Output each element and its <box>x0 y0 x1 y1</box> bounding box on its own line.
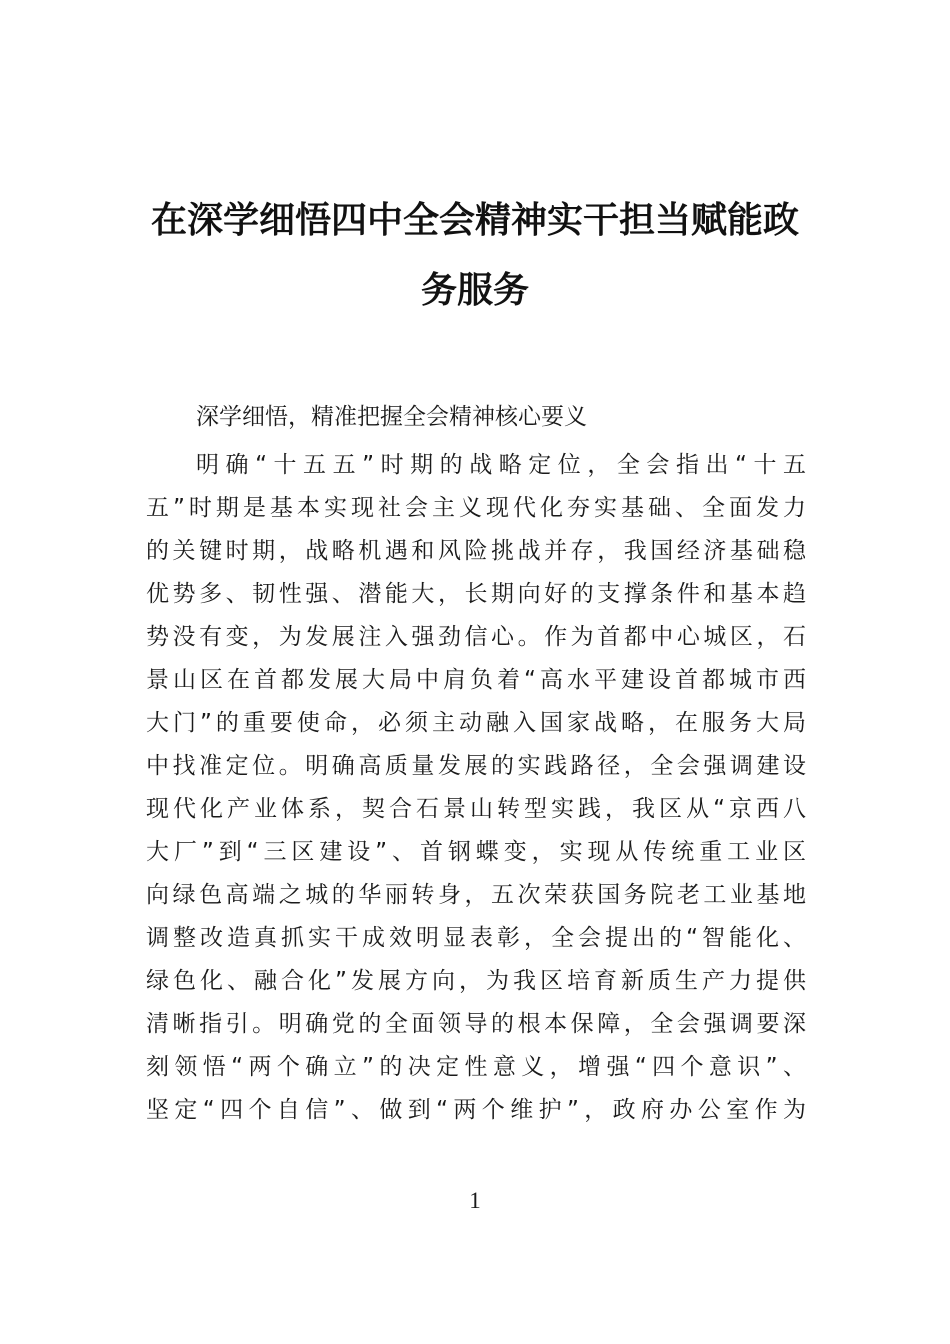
paragraph-line-11: 向绿色高端之城的华丽转身，五次荣获国务院老工业基地 <box>146 882 806 908</box>
paragraph-line-16: 坚定“四个自信”、做到“两个维护”，政府办公室作为 <box>146 1097 806 1123</box>
page-number: 1 <box>469 1188 481 1213</box>
paragraph-line-9: 现代化产业体系，契合石景山转型实践，我区从“京西八 <box>146 796 806 822</box>
paragraph-line-10: 大厂”到“三区建设”、首钢蝶变，实现从传统重工业区 <box>146 839 806 865</box>
paragraph-line-6: 景山区在首都发展大局中肩负着“高水平建设首都城市西 <box>146 667 806 693</box>
paragraph-line-13: 绿色化、融合化”发展方向，为我区培育新质生产力提供 <box>146 968 806 994</box>
paragraph-line-4: 优势多、韧性强、潜能大，长期向好的支撑条件和基本趋 <box>146 581 806 607</box>
paragraph-line-8: 中找准定位。明确高质量发展的实践路径，全会强调建设 <box>146 753 806 779</box>
paragraph-line-12: 调整改造真抓实干成效明显表彰，全会提出的“智能化、 <box>146 925 806 951</box>
paragraph-line-14: 清晰指引。明确党的全面领导的根本保障，全会强调要深 <box>146 1011 806 1037</box>
paragraph-line-15: 刻领悟“两个确立”的决定性意义，增强“四个意识”、 <box>146 1054 806 1080</box>
paragraph-line-3: 的关键时期，战略机遇和风险挑战并存，我国经济基础稳 <box>146 538 806 564</box>
document-title-line-2: 务服务 <box>420 269 529 311</box>
document-title-line-1: 在深学细悟四中全会精神实干担当赋能政 <box>150 199 799 241</box>
section-heading: 深学细悟，精准把握全会精神核心要义 <box>196 404 587 430</box>
paragraph-line-2: 五”时期是基本实现社会主义现代化夯实基础、全面发力 <box>146 495 806 521</box>
paragraph-line-5: 势没有变，为发展注入强劲信心。作为首都中心城区，石 <box>146 624 806 650</box>
paragraph-line-1: 明确“十五五”时期的战略定位，全会指出“十五 <box>196 452 806 478</box>
paragraph-line-7: 大门”的重要使命，必须主动融入国家战略，在服务大局 <box>146 710 806 736</box>
